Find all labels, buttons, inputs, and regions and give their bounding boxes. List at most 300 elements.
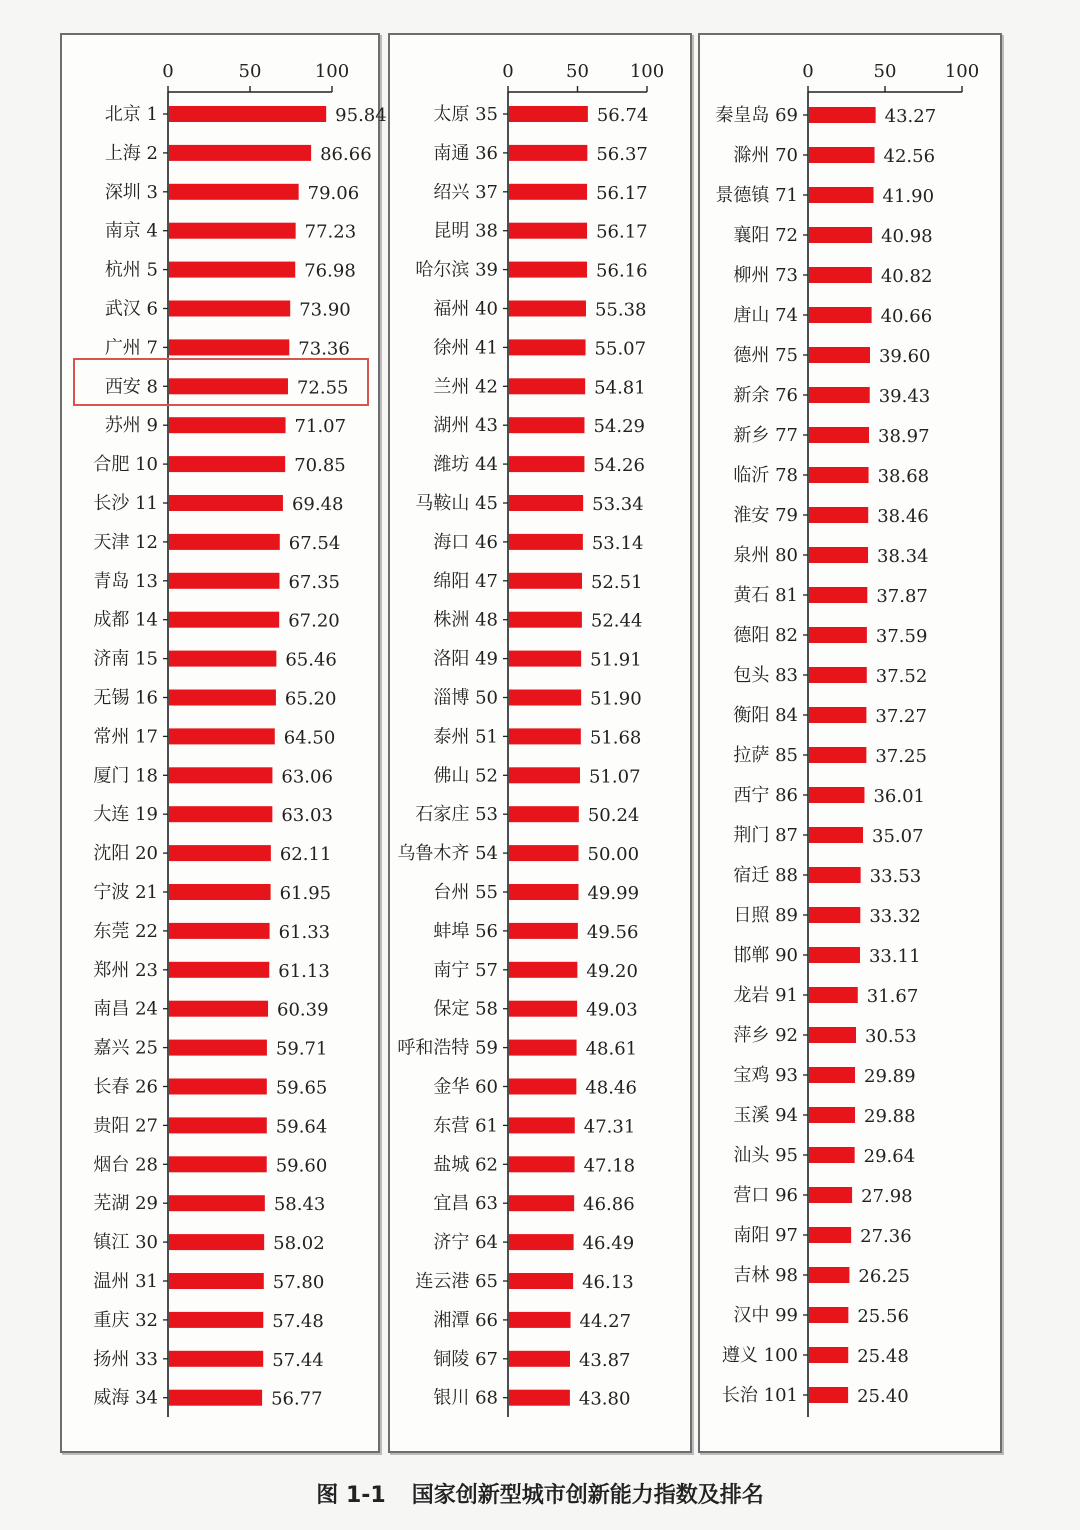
bar: [809, 987, 858, 1003]
data-label: 51.91: [590, 649, 642, 671]
category-label: 龙岩 91: [733, 985, 798, 1006]
category-label: 大连 19: [93, 804, 158, 826]
bar: [509, 1273, 573, 1289]
category-label: 重庆 32: [93, 1309, 158, 1331]
bar: [809, 347, 870, 363]
data-label: 73.36: [298, 338, 350, 360]
data-label: 53.34: [592, 494, 644, 515]
data-label: 37.27: [875, 706, 927, 727]
figure-caption: [0, 1478, 1080, 1509]
category-label: 景德镇 71: [715, 185, 798, 206]
data-label: 56.17: [596, 221, 648, 243]
category-label: 盐城 62: [433, 1154, 498, 1176]
category-label: 苏州 9: [104, 415, 158, 437]
data-label: 50.00: [587, 844, 640, 866]
bar: [509, 1001, 577, 1017]
data-label: 47.31: [583, 1116, 636, 1138]
category-label: 合肥 10: [93, 454, 158, 476]
category-label: 营口 96: [733, 1185, 798, 1206]
bar: [169, 301, 290, 317]
data-label: 38.68: [877, 466, 930, 487]
bar: [809, 267, 872, 283]
category-label: 呼和浩特 59: [397, 1037, 498, 1059]
data-label: 57.48: [272, 1310, 324, 1332]
bar: [169, 1040, 267, 1056]
data-label: 37.25: [875, 746, 927, 767]
data-label: 54.29: [593, 416, 645, 438]
x-tick-label: 100: [629, 61, 665, 82]
category-label: 宿迁 88: [733, 865, 798, 886]
bar-chart-2: [390, 35, 694, 1455]
bar: [509, 1195, 574, 1211]
data-label: 77.23: [304, 221, 357, 243]
bar: [169, 845, 271, 861]
category-label: 汕头 95: [733, 1145, 798, 1166]
data-label: 49.56: [586, 921, 639, 943]
bar: [169, 884, 271, 900]
data-label: 36.01: [873, 786, 925, 807]
bar: [809, 307, 872, 323]
data-label: 65.20: [284, 688, 337, 710]
bar: [169, 456, 285, 472]
data-label: 43.27: [884, 106, 937, 127]
category-label: 石家庄 53: [415, 804, 498, 826]
category-label: 新乡 77: [733, 425, 798, 446]
data-label: 55.07: [594, 338, 647, 360]
bar: [809, 467, 869, 483]
bar: [169, 1156, 267, 1172]
data-label: 25.48: [857, 1346, 909, 1367]
data-label: 43.87: [578, 1349, 631, 1371]
category-label: 邯郸 90: [733, 945, 798, 966]
category-label: 萍乡 92: [733, 1025, 798, 1046]
category-label: 唐山 74: [733, 305, 798, 326]
bar: [509, 767, 580, 783]
data-label: 29.89: [864, 1066, 916, 1087]
category-label: 镇江 30: [93, 1232, 158, 1254]
category-label: 宝鸡 93: [733, 1065, 798, 1086]
category-label: 上海 2: [104, 142, 158, 164]
bar: [509, 456, 584, 472]
data-label: 40.98: [881, 226, 933, 247]
bar: [809, 667, 867, 683]
data-label: 95.84: [335, 105, 387, 126]
bar: [809, 1387, 848, 1403]
bar: [509, 534, 583, 550]
category-label: 柳州 73: [733, 265, 798, 286]
category-label: 株洲 48: [433, 609, 498, 631]
category-label: 无锡 16: [93, 687, 158, 709]
category-label: 湖州 43: [433, 415, 498, 437]
bar: [809, 627, 867, 643]
category-label: 长春 26: [93, 1076, 158, 1098]
bar: [169, 1079, 267, 1095]
data-label: 51.07: [588, 766, 641, 788]
category-label: 郑州 23: [93, 959, 158, 981]
data-label: 27.98: [861, 1186, 913, 1207]
category-label: 银川 68: [433, 1387, 498, 1409]
x-tick-label: 0: [162, 61, 174, 82]
category-label: 保定 58: [433, 998, 498, 1020]
category-label: 绍兴 37: [433, 181, 498, 203]
bar: [169, 1273, 264, 1289]
data-label: 29.88: [864, 1106, 916, 1127]
data-label: 52.51: [590, 571, 643, 593]
data-label: 57.44: [272, 1349, 324, 1371]
bar: [169, 262, 295, 278]
category-label: 宁波 21: [93, 882, 158, 903]
bar: [169, 1195, 265, 1211]
category-label: 德州 75: [733, 345, 798, 366]
data-label: 30.53: [865, 1026, 917, 1047]
bar: [809, 1347, 848, 1363]
bar: [169, 1351, 263, 1367]
data-label: 51.68: [589, 727, 642, 749]
category-label: 东营 61: [433, 1115, 498, 1137]
bar: [509, 884, 578, 900]
data-label: 73.90: [299, 299, 351, 321]
category-label: 遵义 100: [721, 1345, 798, 1366]
category-label: 日照 89: [733, 905, 798, 926]
data-label: 51.90: [590, 688, 642, 710]
category-label: 连云港 65: [415, 1271, 498, 1292]
category-label: 衡阳 84: [733, 705, 798, 726]
data-label: 49.03: [586, 999, 638, 1021]
bar: [509, 339, 586, 355]
bar: [809, 1307, 848, 1323]
category-label: 海口 46: [433, 531, 498, 553]
bar: [169, 573, 279, 589]
data-label: 56.17: [596, 182, 648, 204]
data-label: 61.33: [278, 921, 331, 943]
category-label: 长治 101: [721, 1385, 798, 1406]
bar: [809, 547, 868, 563]
bar: [509, 651, 581, 667]
category-label: 玉溪 94: [733, 1105, 798, 1126]
data-label: 46.86: [583, 1194, 635, 1216]
data-label: 65.46: [285, 649, 337, 671]
data-label: 38.97: [878, 426, 930, 447]
category-label: 滁州 70: [733, 145, 798, 166]
figure-title: 国家创新型城市创新能力指数及排名: [411, 1483, 764, 1508]
bar: [809, 1027, 856, 1043]
highlight-box: [73, 358, 369, 406]
category-label: 襄阳 72: [733, 225, 798, 246]
category-label: 荆门 87: [733, 825, 798, 846]
bar: [809, 747, 866, 763]
bar: [169, 1117, 267, 1133]
data-label: 70.85: [294, 455, 346, 477]
data-label: 53.14: [591, 532, 644, 554]
category-label: 新余 76: [733, 385, 798, 406]
bar: [169, 690, 276, 706]
category-label: 金华 60: [433, 1076, 498, 1098]
bar: [809, 827, 863, 843]
data-label: 52.44: [590, 610, 643, 632]
data-label: 37.59: [875, 626, 928, 647]
data-label: 67.54: [288, 532, 341, 554]
category-label: 佛山 52: [433, 765, 498, 787]
bar: [169, 145, 311, 161]
category-label: 青岛 13: [93, 570, 158, 592]
data-label: 38.46: [877, 506, 929, 527]
data-label: 49.20: [586, 960, 638, 982]
data-label: 56.77: [271, 1388, 323, 1410]
bar: [809, 507, 868, 523]
category-label: 泰州 51: [433, 726, 498, 748]
x-tick-label: 100: [314, 61, 350, 82]
category-label: 厦门 18: [93, 765, 158, 787]
bar: [809, 1107, 855, 1123]
bar: [509, 612, 582, 628]
chart-panel-3: [698, 33, 1002, 1453]
bar: [809, 147, 875, 163]
bar: [169, 1001, 268, 1017]
bar: [169, 184, 299, 200]
bar: [509, 495, 583, 511]
data-label: 69.48: [291, 494, 344, 515]
category-label: 兰州 42: [433, 376, 498, 398]
x-axis: [162, 61, 349, 92]
data-label: 67.35: [288, 571, 340, 593]
category-label: 铜陵 67: [433, 1348, 498, 1370]
category-label: 温州 31: [93, 1271, 158, 1292]
bar: [169, 534, 280, 550]
data-label: 37.87: [876, 586, 928, 607]
bar: [169, 612, 279, 628]
category-label: 潍坊 44: [433, 454, 498, 476]
category-label: 哈尔滨 39: [415, 259, 498, 281]
category-label: 徐州 41: [433, 337, 498, 359]
category-label: 嘉兴 25: [93, 1037, 158, 1059]
category-label: 泉州 80: [733, 545, 798, 566]
data-label: 54.81: [594, 377, 646, 399]
category-label: 广州 7: [104, 337, 158, 359]
category-label: 西宁 86: [733, 785, 798, 806]
bar: [809, 907, 860, 923]
data-label: 86.66: [320, 143, 372, 165]
category-label: 南阳 97: [733, 1225, 798, 1246]
data-label: 60.39: [277, 999, 329, 1021]
x-tick-label: 0: [502, 61, 514, 82]
data-label: 71.07: [294, 416, 347, 438]
category-label: 福州 40: [433, 298, 498, 320]
chart-panel-2: [388, 33, 692, 1453]
data-label: 46.13: [582, 1272, 634, 1293]
bar: [509, 1040, 577, 1056]
bar: [509, 1351, 570, 1367]
data-label: 29.64: [863, 1146, 916, 1167]
bar: [169, 1312, 263, 1328]
data-label: 39.43: [878, 386, 931, 407]
bar: [169, 417, 286, 433]
bar: [809, 1227, 851, 1243]
category-label: 临沂 78: [733, 465, 798, 486]
category-label: 宜昌 63: [433, 1193, 498, 1215]
data-label: 47.18: [583, 1155, 636, 1177]
bar: [509, 573, 582, 589]
chart-panel-1: [60, 33, 387, 1453]
bar: [169, 651, 276, 667]
bar: [169, 495, 283, 511]
bar: [809, 787, 864, 803]
bar: [509, 106, 588, 122]
x-tick-label: 50: [566, 61, 589, 82]
category-label: 黄石 81: [733, 585, 798, 606]
data-label: 57.80: [272, 1272, 325, 1293]
data-label: 72.55: [296, 377, 349, 399]
x-axis: [802, 61, 979, 92]
category-label: 威海 34: [93, 1387, 158, 1409]
data-label: 44.27: [579, 1310, 632, 1332]
bar: [509, 301, 586, 317]
data-label: 25.56: [857, 1306, 909, 1327]
data-label: 25.40: [857, 1386, 909, 1407]
data-label: 58.02: [273, 1233, 325, 1255]
category-label: 淮安 79: [733, 505, 798, 526]
category-label: 台州 55: [433, 882, 498, 903]
data-label: 63.06: [281, 766, 333, 788]
data-label: 31.67: [866, 986, 919, 1007]
category-label: 南京 4: [104, 220, 158, 242]
data-label: 63.03: [281, 805, 333, 827]
bar: [169, 1390, 262, 1406]
data-label: 33.32: [869, 906, 921, 927]
data-label: 61.13: [278, 960, 330, 982]
bar: [509, 690, 581, 706]
bar: [509, 1117, 575, 1133]
category-label: 德阳 82: [733, 625, 798, 646]
bar: [169, 767, 272, 783]
data-label: 76.98: [304, 260, 356, 282]
x-axis: [502, 61, 664, 92]
bar: [169, 728, 275, 744]
category-label: 沈阳 20: [93, 843, 158, 865]
bar: [509, 417, 584, 433]
data-label: 46.49: [582, 1233, 635, 1255]
data-label: 27.36: [860, 1226, 912, 1247]
bar: [169, 806, 272, 822]
figure-number: 图 1-1: [316, 1483, 386, 1508]
bar: [509, 1312, 571, 1328]
data-label: 40.66: [880, 306, 933, 327]
bar: [809, 107, 876, 123]
category-label: 洛阳 49: [433, 648, 498, 670]
data-label: 59.71: [275, 1038, 328, 1060]
bar: [509, 1390, 570, 1406]
data-label: 33.53: [869, 866, 922, 887]
category-label: 绵阳 47: [433, 570, 498, 592]
bar: [509, 923, 578, 939]
category-label: 吉林 98: [733, 1265, 798, 1286]
bar: [809, 1067, 855, 1083]
data-label: 50.24: [587, 805, 640, 827]
bar: [509, 145, 587, 161]
bar: [509, 184, 587, 200]
data-label: 61.95: [279, 883, 332, 904]
category-label: 南通 36: [433, 142, 498, 164]
data-label: 49.99: [587, 883, 640, 904]
category-label: 烟台 28: [93, 1154, 158, 1176]
data-label: 79.06: [307, 182, 360, 204]
x-tick-label: 50: [238, 61, 262, 82]
data-label: 56.16: [596, 260, 648, 282]
data-label: 41.90: [882, 186, 935, 207]
category-label: 马鞍山 45: [415, 493, 498, 514]
data-label: 59.64: [275, 1116, 328, 1138]
data-label: 55.38: [594, 299, 647, 321]
bar: [509, 378, 585, 394]
category-label: 太原 35: [433, 104, 498, 125]
bar: [169, 339, 289, 355]
bar: [809, 867, 861, 883]
category-label: 深圳 3: [104, 181, 158, 203]
data-label: 48.46: [585, 1077, 637, 1099]
bar: [809, 227, 872, 243]
data-label: 56.37: [596, 143, 648, 165]
bar: [809, 427, 869, 443]
bar: [509, 1234, 574, 1250]
category-label: 拉萨 85: [733, 745, 798, 766]
category-label: 天津 12: [93, 531, 158, 553]
category-label: 乌鲁木齐 54: [397, 843, 498, 865]
bar: [809, 187, 874, 203]
data-label: 43.80: [578, 1388, 631, 1410]
category-label: 包头 83: [733, 665, 798, 686]
bar: [169, 923, 270, 939]
category-label: 长沙 11: [93, 493, 158, 514]
category-label: 杭州 5: [104, 259, 158, 281]
bar: [169, 106, 326, 122]
category-label: 南昌 24: [93, 998, 158, 1020]
data-label: 40.82: [880, 266, 933, 287]
bar: [809, 1267, 849, 1283]
category-label: 湘潭 66: [433, 1309, 498, 1331]
bar: [509, 962, 577, 978]
category-label: 成都 14: [93, 609, 158, 631]
category-label: 武汉 6: [104, 298, 158, 320]
bar-chart-3: [700, 35, 1004, 1455]
x-tick-label: 50: [873, 61, 897, 82]
category-label: 扬州 33: [93, 1348, 158, 1370]
data-label: 64.50: [283, 727, 336, 749]
bar: [169, 1234, 264, 1250]
category-label: 芜湖 29: [93, 1193, 158, 1215]
bar: [509, 262, 587, 278]
data-label: 48.61: [585, 1038, 638, 1060]
x-tick-label: 0: [802, 61, 814, 82]
category-label: 北京 1: [104, 104, 158, 125]
category-label: 东莞 22: [93, 920, 158, 942]
data-label: 39.60: [878, 346, 931, 367]
data-label: 54.26: [593, 455, 645, 477]
data-label: 56.74: [596, 105, 649, 126]
category-label: 汉中 99: [733, 1305, 798, 1326]
bar: [509, 845, 579, 861]
bar: [509, 1079, 576, 1095]
bar: [809, 1147, 855, 1163]
bar: [809, 947, 860, 963]
data-label: 67.20: [288, 610, 340, 632]
data-label: 58.43: [273, 1194, 326, 1216]
data-label: 59.60: [275, 1155, 328, 1177]
category-label: 南宁 57: [433, 959, 498, 981]
data-label: 35.07: [872, 826, 924, 847]
bar: [509, 806, 579, 822]
data-label: 59.65: [275, 1077, 328, 1099]
category-label: 秦皇岛 69: [715, 105, 798, 126]
category-label: 贵阳 27: [93, 1115, 158, 1137]
